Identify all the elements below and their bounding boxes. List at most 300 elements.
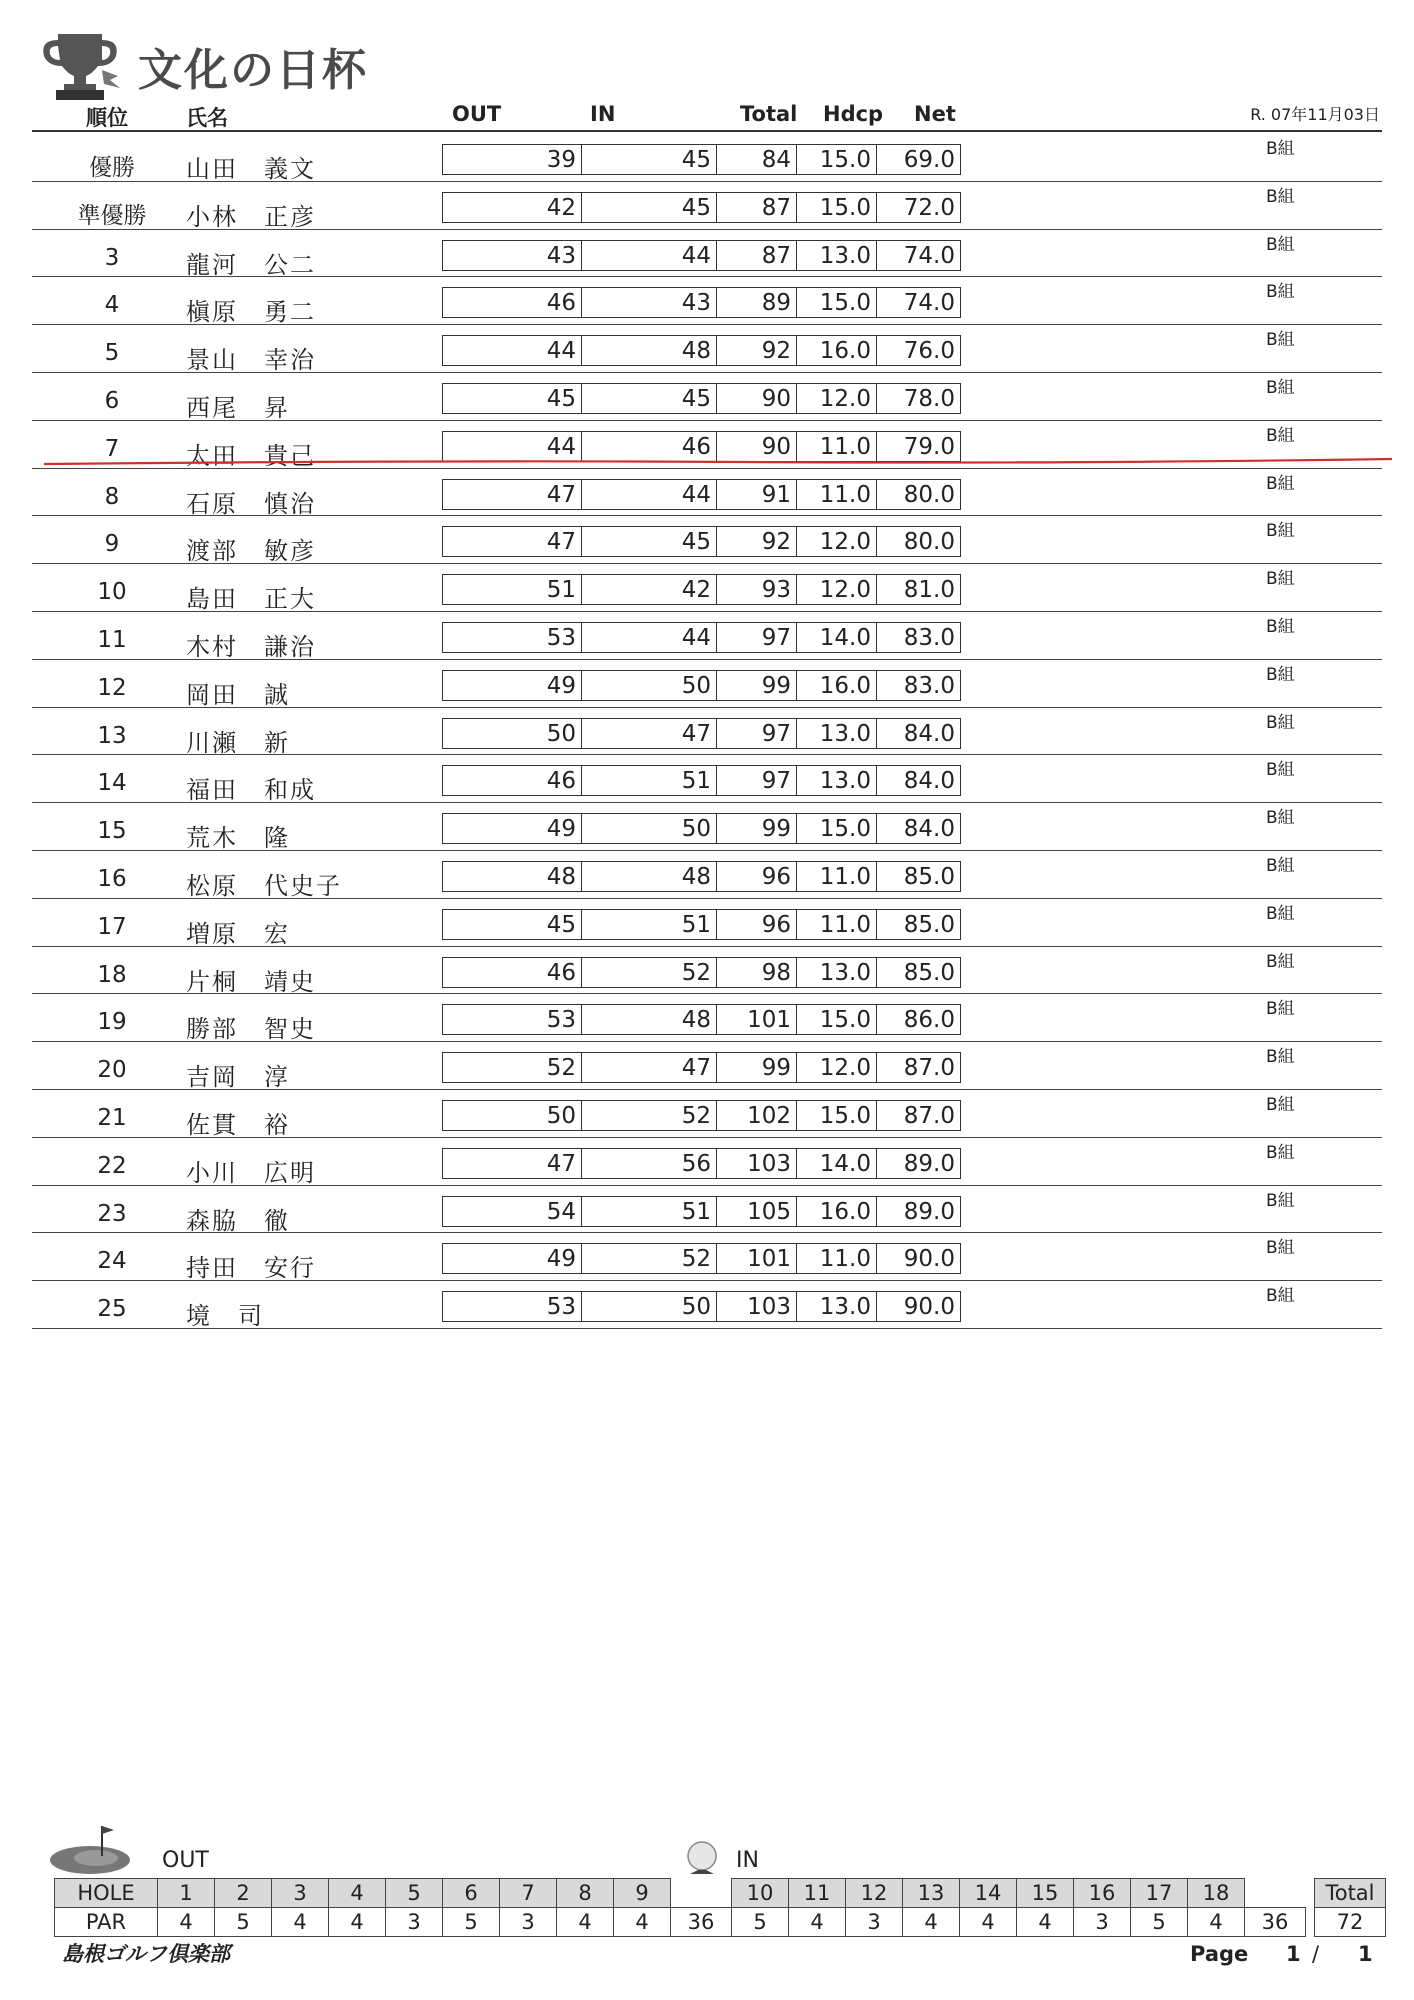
hdcp-score: 12.0 (797, 526, 877, 557)
rank-cell: 23 (97, 1200, 127, 1227)
player-name: 片桐 靖史 (186, 967, 316, 996)
total-score: 98 (717, 957, 797, 988)
golf-ball-icon (680, 1840, 726, 1880)
total-score: 99 (717, 813, 797, 844)
player-name: 山田 義文 (186, 155, 316, 183)
rank-cell: 20 (97, 1057, 127, 1084)
total-score: 99 (717, 670, 797, 701)
in-score: 52 (582, 1243, 717, 1274)
rank-cell: 13 (97, 722, 127, 749)
rank-cell: 12 (97, 674, 127, 701)
rank-cell: 18 (97, 961, 127, 988)
spacer (1306, 1879, 1315, 1908)
score-box (442, 622, 961, 653)
group-label: B組 (1266, 1142, 1295, 1163)
par-value: 5 (215, 1908, 272, 1937)
rank-cell: 15 (97, 818, 127, 845)
net-score: 85.0 (877, 957, 961, 988)
group-label: B組 (1266, 760, 1295, 781)
rank-cell: 8 (104, 483, 120, 510)
out-score: 39 (442, 144, 582, 175)
group-label: B組 (1266, 712, 1295, 733)
player-name: 福田 和成 (186, 776, 316, 805)
total-score: 91 (717, 479, 797, 510)
group-label: B組 (1266, 951, 1295, 972)
in-score: 45 (582, 144, 717, 175)
hdcp-score: 14.0 (797, 1148, 877, 1179)
header-name: 氏名 (186, 106, 228, 130)
table-row (0, 1138, 1414, 1186)
out-score: 50 (442, 1100, 582, 1131)
rank-cell: 25 (97, 1296, 127, 1323)
group-label: B組 (1266, 1286, 1295, 1307)
rank-cell: 10 (97, 579, 127, 606)
page-total: 1 (1358, 1942, 1373, 1966)
player-name: 太田 貴己 (186, 441, 316, 470)
in-score: 48 (582, 861, 717, 892)
total-score: 97 (717, 718, 797, 749)
hdcp-score: 16.0 (797, 670, 877, 701)
page-current: 1 (1286, 1942, 1301, 1966)
out-score: 49 (442, 813, 582, 844)
hole-number: 18 (1188, 1879, 1245, 1908)
out-score: 46 (442, 287, 582, 318)
score-box (442, 765, 961, 796)
in-score: 50 (582, 813, 717, 844)
hdcp-score: 12.0 (797, 1052, 877, 1083)
rank-cell: 14 (97, 770, 127, 797)
in-score: 47 (582, 718, 717, 749)
total-score: 84 (717, 144, 797, 175)
in-par-sum: 36 (1245, 1908, 1306, 1937)
rank-cell: 17 (97, 913, 127, 940)
table-row (0, 994, 1414, 1042)
golf-green-icon (46, 1820, 138, 1878)
table-row (0, 1233, 1414, 1281)
group-label: B組 (1266, 1094, 1295, 1115)
total-score: 101 (717, 1004, 797, 1035)
total-label: Total (1315, 1879, 1386, 1908)
table-row (0, 899, 1414, 947)
hole-number: 8 (557, 1879, 614, 1908)
group-label: B組 (1266, 234, 1295, 255)
hole-number: 13 (903, 1879, 960, 1908)
total-score: 102 (717, 1100, 797, 1131)
net-score: 84.0 (877, 718, 961, 749)
event-date: R. 07年11月03日 (1250, 105, 1380, 124)
player-name: 槇原 勇二 (186, 298, 316, 327)
group-label: B組 (1266, 521, 1295, 542)
rank-cell: 3 (104, 244, 120, 271)
in-score: 50 (582, 670, 717, 701)
net-score: 87.0 (877, 1052, 961, 1083)
score-box (442, 1148, 961, 1179)
table-row (0, 851, 1414, 899)
out-score: 42 (442, 192, 582, 223)
hdcp-score: 14.0 (797, 622, 877, 653)
player-name: 小川 広明 (186, 1158, 316, 1187)
group-label: B組 (1266, 808, 1295, 829)
table-row (0, 373, 1414, 421)
par-value: 4 (789, 1908, 846, 1937)
net-score: 81.0 (877, 574, 961, 605)
par-value: 3 (846, 1908, 903, 1937)
group-label: B組 (1266, 1047, 1295, 1068)
par-value: 4 (272, 1908, 329, 1937)
score-box (442, 1004, 961, 1035)
hole-row (55, 1879, 1386, 1908)
hdcp-score: 12.0 (797, 383, 877, 414)
table-row (0, 1281, 1414, 1329)
table-row (0, 182, 1414, 230)
group-label: B組 (1266, 999, 1295, 1020)
table-row (0, 947, 1414, 995)
in-score: 44 (582, 240, 717, 271)
player-name: 勝部 智史 (186, 1015, 316, 1044)
net-score: 90.0 (877, 1291, 961, 1322)
hdcp-score: 15.0 (797, 192, 877, 223)
rank-cell: 21 (97, 1104, 127, 1131)
par-row (55, 1908, 1386, 1937)
hdcp-score: 13.0 (797, 765, 877, 796)
group-label: B組 (1266, 282, 1295, 303)
player-name: 松原 代史子 (186, 871, 342, 900)
par-value: 4 (903, 1908, 960, 1937)
header-in: IN (590, 102, 616, 126)
total-score: 103 (717, 1148, 797, 1179)
in-score: 51 (582, 765, 717, 796)
table-row (0, 516, 1414, 564)
score-box (442, 813, 961, 844)
group-label: B組 (1266, 1238, 1295, 1259)
player-name: 島田 正大 (186, 585, 316, 614)
in-score: 45 (582, 526, 717, 557)
score-box (442, 718, 961, 749)
hdcp-score: 13.0 (797, 1291, 877, 1322)
score-box (442, 240, 961, 271)
out-score: 46 (442, 765, 582, 796)
net-score: 79.0 (877, 431, 961, 462)
hdcp-score: 13.0 (797, 718, 877, 749)
header-total: Total (740, 102, 798, 126)
hole-number: 9 (614, 1879, 671, 1908)
out-score: 43 (442, 240, 582, 271)
in-score: 43 (582, 287, 717, 318)
player-name: 西尾 昇 (186, 393, 290, 422)
score-box (442, 1243, 961, 1274)
cutoff-line (44, 457, 1392, 467)
out-score: 53 (442, 622, 582, 653)
score-box (442, 383, 961, 414)
rank-cell: 6 (104, 387, 120, 414)
par-value: 4 (1188, 1908, 1245, 1937)
total-par: 72 (1315, 1908, 1386, 1937)
hole-number: 14 (960, 1879, 1017, 1908)
net-score: 83.0 (877, 622, 961, 653)
net-score: 86.0 (877, 1004, 961, 1035)
out-score: 44 (442, 431, 582, 462)
player-name: 石原 慎治 (186, 489, 316, 518)
hole-label: HOLE (55, 1879, 158, 1908)
total-score: 101 (717, 1243, 797, 1274)
par-value: 5 (443, 1908, 500, 1937)
page-title: 文化の日杯 (138, 45, 368, 96)
out-score: 47 (442, 1148, 582, 1179)
in-score: 51 (582, 1196, 717, 1227)
total-score: 89 (717, 287, 797, 318)
hole-number: 10 (732, 1879, 789, 1908)
net-score: 87.0 (877, 1100, 961, 1131)
out-label: OUT (162, 1848, 209, 1873)
page-label: Page (1190, 1942, 1249, 1966)
total-score: 87 (717, 192, 797, 223)
hdcp-score: 11.0 (797, 431, 877, 462)
net-score: 78.0 (877, 383, 961, 414)
table-row (0, 134, 1414, 182)
player-name: 景山 幸治 (186, 346, 316, 375)
group-label: B組 (1266, 473, 1295, 494)
total-score: 103 (717, 1291, 797, 1322)
out-score: 51 (442, 574, 582, 605)
hdcp-score: 16.0 (797, 1196, 877, 1227)
hole-number: 16 (1074, 1879, 1131, 1908)
total-score: 93 (717, 574, 797, 605)
row-divider (32, 1328, 1382, 1329)
par-value: 5 (732, 1908, 789, 1937)
net-score: 76.0 (877, 335, 961, 366)
net-score: 84.0 (877, 765, 961, 796)
player-name: 龍河 公二 (186, 250, 316, 279)
hole-number: 7 (500, 1879, 557, 1908)
rank-cell: 16 (97, 865, 127, 892)
net-score: 80.0 (877, 479, 961, 510)
rank-cell: 準優勝 (77, 202, 147, 229)
group-label: B組 (1266, 855, 1295, 876)
player-name: 増原 宏 (186, 919, 290, 948)
player-name: 木村 謙治 (186, 632, 316, 661)
out-par-sum: 36 (671, 1908, 732, 1937)
par-table (54, 1878, 1386, 1937)
score-box (442, 479, 961, 510)
score-box (442, 526, 961, 557)
hdcp-score: 11.0 (797, 1243, 877, 1274)
player-name: 境 司 (186, 1302, 264, 1331)
group-label: B組 (1266, 377, 1295, 398)
rank-cell: 11 (97, 626, 127, 653)
in-score: 45 (582, 192, 717, 223)
net-score: 85.0 (877, 909, 961, 940)
hdcp-score: 11.0 (797, 861, 877, 892)
player-name: 岡田 誠 (186, 680, 290, 709)
par-value: 4 (557, 1908, 614, 1937)
net-score: 89.0 (877, 1148, 961, 1179)
score-box (442, 909, 961, 940)
header-out: OUT (452, 102, 502, 126)
par-value: 3 (386, 1908, 443, 1937)
out-score: 47 (442, 526, 582, 557)
out-score: 53 (442, 1004, 582, 1035)
par-value: 4 (329, 1908, 386, 1937)
table-row (0, 803, 1414, 851)
rank-cell: 優勝 (89, 155, 135, 181)
in-score: 44 (582, 622, 717, 653)
page-separator: / (1312, 1942, 1320, 1966)
hole-number: 4 (329, 1879, 386, 1908)
out-score: 46 (442, 957, 582, 988)
player-name: 佐貫 裕 (186, 1110, 290, 1139)
par-value: 4 (1017, 1908, 1074, 1937)
title-area (36, 30, 368, 102)
out-score: 45 (442, 909, 582, 940)
score-box (442, 144, 961, 175)
in-score: 45 (582, 383, 717, 414)
group-label: B組 (1266, 330, 1295, 351)
player-name: 森脇 徹 (186, 1206, 290, 1235)
header-rank: 順位 (86, 106, 128, 130)
hdcp-score: 15.0 (797, 1004, 877, 1035)
out-score: 44 (442, 335, 582, 366)
score-box (442, 1196, 961, 1227)
in-score: 48 (582, 335, 717, 366)
rank-cell: 7 (104, 435, 120, 462)
group-label: B組 (1266, 616, 1295, 637)
score-box (442, 192, 961, 223)
par-value: 3 (1074, 1908, 1131, 1937)
total-score: 96 (717, 909, 797, 940)
score-box (442, 1052, 961, 1083)
par-label: PAR (55, 1908, 158, 1937)
out-sum-header (671, 1879, 732, 1908)
in-score: 50 (582, 1291, 717, 1322)
par-value: 4 (614, 1908, 671, 1937)
par-value: 4 (158, 1908, 215, 1937)
total-score: 97 (717, 622, 797, 653)
in-score: 46 (582, 431, 717, 462)
in-score: 42 (582, 574, 717, 605)
in-sum-header (1245, 1879, 1306, 1908)
rank-cell: 19 (97, 1009, 127, 1036)
hdcp-score: 15.0 (797, 287, 877, 318)
rank-cell: 4 (104, 292, 120, 319)
spacer (1306, 1908, 1315, 1937)
hdcp-score: 15.0 (797, 1100, 877, 1131)
total-score: 90 (717, 431, 797, 462)
rank-cell: 5 (104, 340, 120, 367)
player-name: 川瀬 新 (186, 728, 290, 757)
net-score: 72.0 (877, 192, 961, 223)
score-box (442, 1291, 961, 1322)
hole-number: 11 (789, 1879, 846, 1908)
player-name: 小林 正彦 (186, 202, 316, 231)
hdcp-score: 12.0 (797, 574, 877, 605)
out-score: 49 (442, 670, 582, 701)
total-score: 96 (717, 861, 797, 892)
group-label: B組 (1266, 186, 1295, 207)
score-box (442, 861, 961, 892)
net-score: 90.0 (877, 1243, 961, 1274)
group-label: B組 (1266, 425, 1295, 446)
header-net: Net (914, 102, 956, 126)
in-score: 52 (582, 1100, 717, 1131)
hole-number: 6 (443, 1879, 500, 1908)
total-score: 87 (717, 240, 797, 271)
score-box (442, 574, 961, 605)
hole-number: 2 (215, 1879, 272, 1908)
score-box (442, 287, 961, 318)
rank-cell: 24 (97, 1248, 127, 1275)
rank-cell: 9 (104, 531, 120, 558)
hdcp-score: 11.0 (797, 479, 877, 510)
table-row (0, 230, 1414, 278)
in-score: 48 (582, 1004, 717, 1035)
table-row (0, 708, 1414, 756)
in-score: 44 (582, 479, 717, 510)
club-name: 島根ゴルフ倶楽部 (62, 1942, 230, 1966)
group-label: B組 (1266, 139, 1295, 159)
net-score: 83.0 (877, 670, 961, 701)
header-hdcp: Hdcp (823, 102, 884, 126)
net-score: 84.0 (877, 813, 961, 844)
table-row (0, 660, 1414, 708)
in-score: 56 (582, 1148, 717, 1179)
net-score: 89.0 (877, 1196, 961, 1227)
in-score: 47 (582, 1052, 717, 1083)
trophy-icon (36, 30, 124, 102)
total-score: 99 (717, 1052, 797, 1083)
group-label: B組 (1266, 903, 1295, 924)
hole-number: 3 (272, 1879, 329, 1908)
out-score: 53 (442, 1291, 582, 1322)
table-row (0, 564, 1414, 612)
net-score: 69.0 (877, 144, 961, 175)
total-score: 92 (717, 526, 797, 557)
in-score: 52 (582, 957, 717, 988)
total-score: 90 (717, 383, 797, 414)
score-box (442, 670, 961, 701)
in-score: 51 (582, 909, 717, 940)
hole-number: 12 (846, 1879, 903, 1908)
player-name: 持田 安行 (186, 1254, 316, 1283)
group-label: B組 (1266, 1190, 1295, 1211)
player-name: 吉岡 淳 (186, 1063, 290, 1092)
out-score: 49 (442, 1243, 582, 1274)
out-score: 52 (442, 1052, 582, 1083)
hdcp-score: 13.0 (797, 957, 877, 988)
player-name: 荒木 隆 (186, 824, 290, 853)
hole-number: 17 (1131, 1879, 1188, 1908)
total-score: 105 (717, 1196, 797, 1227)
net-score: 74.0 (877, 287, 961, 318)
table-row (0, 325, 1414, 373)
table-row (0, 1090, 1414, 1138)
par-value: 4 (960, 1908, 1017, 1937)
net-score: 80.0 (877, 526, 961, 557)
out-score: 45 (442, 383, 582, 414)
out-score: 48 (442, 861, 582, 892)
table-row (0, 1042, 1414, 1090)
table-row (0, 755, 1414, 803)
hole-number: 15 (1017, 1879, 1074, 1908)
net-score: 85.0 (877, 861, 961, 892)
out-score: 47 (442, 479, 582, 510)
hole-number: 1 (158, 1879, 215, 1908)
par-value: 5 (1131, 1908, 1188, 1937)
results-table (0, 134, 1414, 1329)
table-row (0, 469, 1414, 517)
out-score: 54 (442, 1196, 582, 1227)
net-score: 74.0 (877, 240, 961, 271)
score-box (442, 335, 961, 366)
